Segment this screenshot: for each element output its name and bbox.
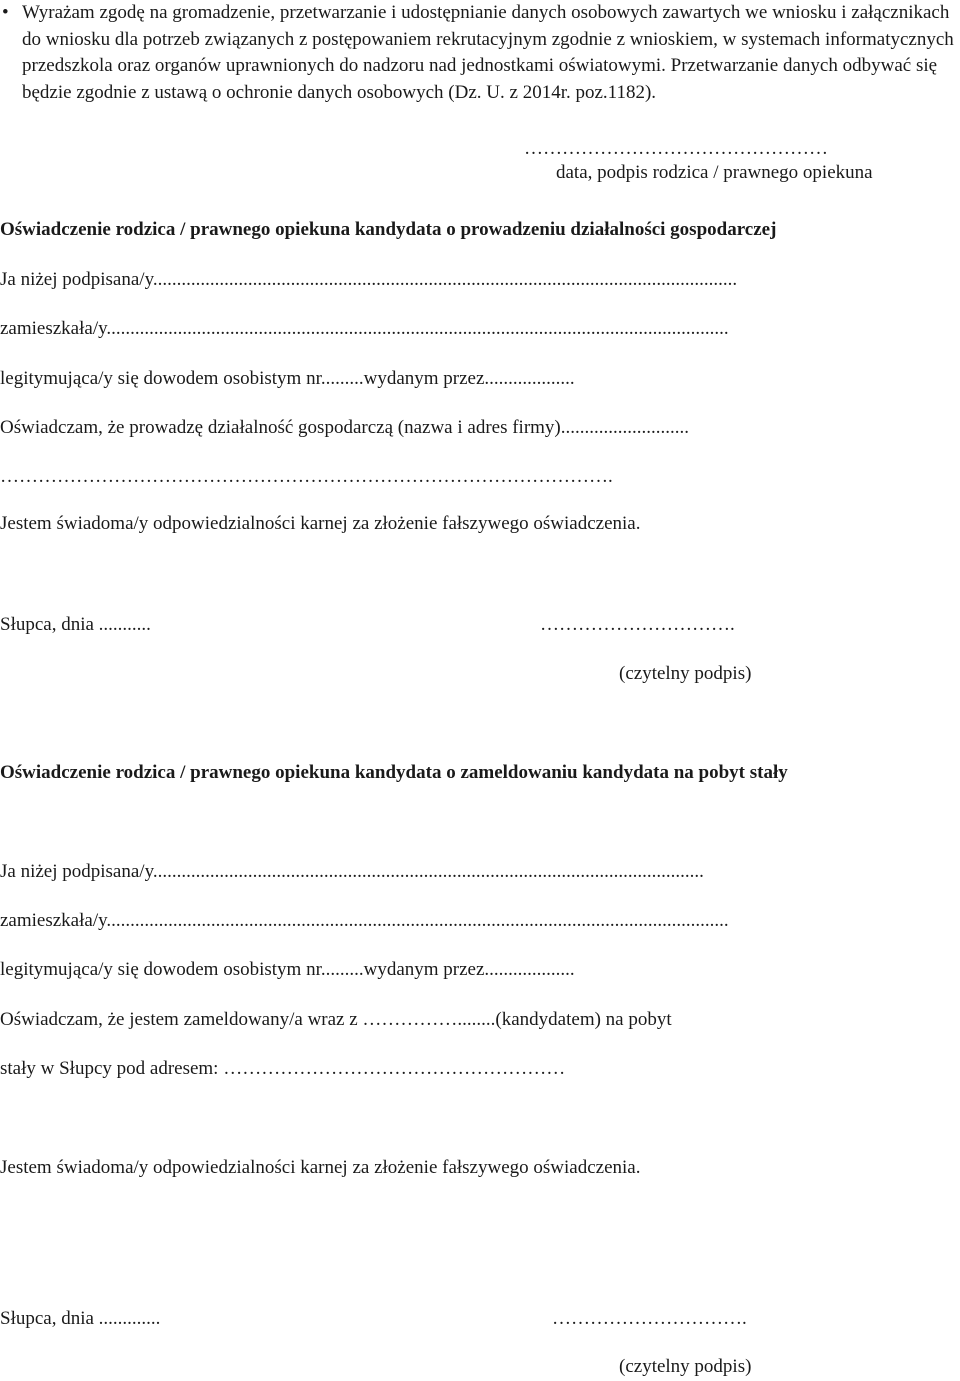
bullet-icon: • bbox=[2, 2, 9, 23]
section2-residing-line: zamieszkała/y................................................................................................................................... bbox=[0, 910, 729, 931]
consent-signature-dots: ………………………………………… bbox=[524, 138, 828, 159]
section1-declare-line: Oświadczam, że prowadzę działalność gospodarczą (nazwa i adres firmy)........................... bbox=[0, 417, 690, 438]
section2-place-date: Słupca, dnia ............. bbox=[0, 1308, 161, 1329]
section2-declare-line2: stały w Słupcy pod adresem: ……………………………………………… bbox=[0, 1058, 566, 1079]
section1-continuation-dots: ……………………………………………………………………………………. bbox=[0, 466, 613, 487]
section2-signature-caption: (czytelny podpis) bbox=[619, 1356, 752, 1377]
consent-signature-caption: data, podpis rodzica / prawnego opiekuna bbox=[556, 162, 873, 183]
section1-id-line: legitymująca/y się dowodem osobistym nr.........wydanym przez................... bbox=[0, 368, 575, 389]
section1-title: Oświadczenie rodzica / prawnego opiekuna kandydata o prowadzeniu działalności gospodarczej bbox=[0, 219, 777, 240]
section2-declare-line1: Oświadczam, że jestem zameldowany/a wraz z ……………........(kandydatem) na pobyt bbox=[0, 1009, 672, 1030]
section2-signed-line: Ja niżej podpisana/y.................................................................................................................... bbox=[0, 861, 704, 882]
section1-signed-line: Ja niżej podpisana/y........................................................................................................................... bbox=[0, 269, 738, 290]
section1-signature-dots: …………………………. bbox=[540, 614, 735, 635]
section2-title: Oświadczenie rodzica / prawnego opiekuna kandydata o zameldowaniu kandydata na pobyt stały bbox=[0, 762, 788, 783]
section2-id-line: legitymująca/y się dowodem osobistym nr.........wydanym przez................... bbox=[0, 959, 575, 980]
consent-text: Wyrażam zgodę na gromadzenie, przetwarzanie i udostępnianie danych osobowych zawartych we wniosku i załącznikach do wniosku dla potrzeb związanych z postępowaniem rekrutacyjnym zgodnie z wnioskiem, w systemach informatycznych przedszkola oraz organów uprawnionych do nadzoru nad jednostkami oświatowymi. Przetwarzanie danych odbywać się będzie zgodnie z ustawą o ochronie danych osobowych (Dz. U. z 2014r. poz.1182). bbox=[22, 2, 954, 103]
consent-paragraph bbox=[0, 0, 960, 106]
section1-place-date: Słupca, dnia ........... bbox=[0, 614, 151, 635]
section2-signature-dots: …………………………. bbox=[552, 1308, 747, 1329]
section1-residing-line: zamieszkała/y................................................................................................................................... bbox=[0, 318, 729, 339]
section2-awareness: Jestem świadoma/y odpowiedzialności karnej za złożenie fałszywego oświadczenia. bbox=[0, 1157, 641, 1178]
section1-signature-caption: (czytelny podpis) bbox=[619, 663, 752, 684]
section1-awareness: Jestem świadoma/y odpowiedzialności karnej za złożenie fałszywego oświadczenia. bbox=[0, 513, 641, 534]
